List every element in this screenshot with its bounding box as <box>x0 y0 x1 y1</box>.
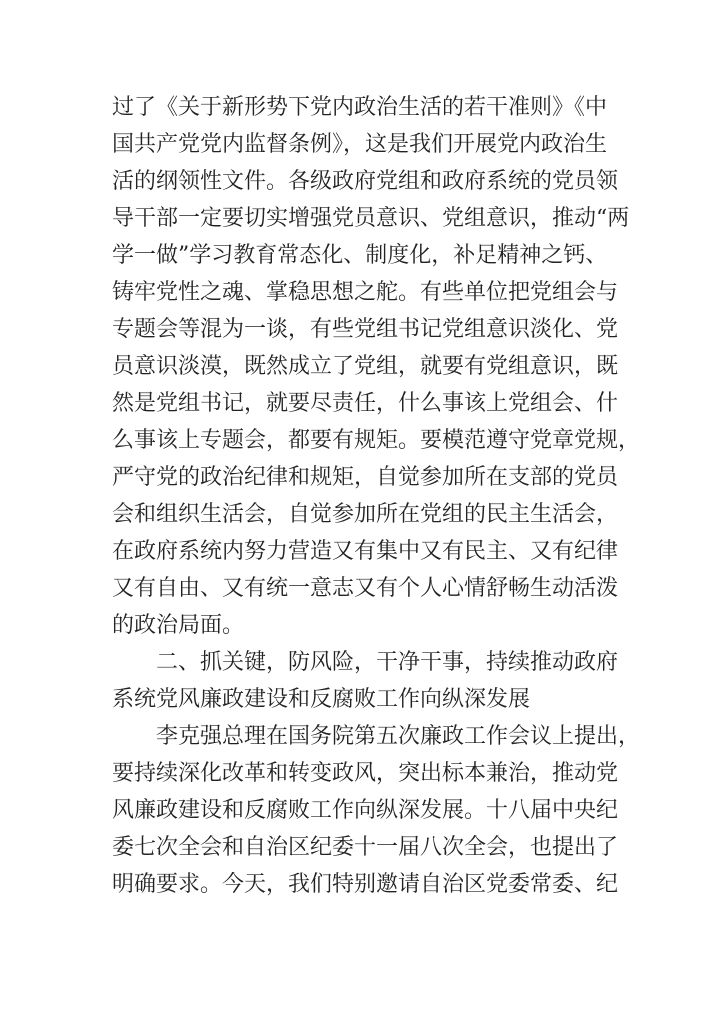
text-line: 么事该上专题会，都要有规矩。要模范遵守党章党规， <box>112 428 641 453</box>
section-heading-line: 二、抓关键，防风险，干净干事，持续推动政府 <box>156 650 619 675</box>
text-line: 然是党组书记，就要尽责任，什么事该上党组会、什 <box>112 391 619 416</box>
document-body <box>112 89 641 903</box>
text-line: 铸牢党性之魂、掌稳思想之舵。有些单位把党组会与 <box>112 280 619 305</box>
text-line: 活的纲领性文件。各级政府党组和政府系统的党员领 <box>112 169 619 194</box>
text-line: 风廉政建设和反腐败工作向纵深发展。十八届中央纪 <box>112 798 619 823</box>
text-line: 的政治局面。 <box>112 613 245 638</box>
text-line: 国共产党党内监督条例》，这是我们开展党内政治生 <box>112 132 608 157</box>
text-line: 学一做”学习教育常态化、制度化，补足精神之钙、 <box>112 243 608 268</box>
text-line: 在政府系统内努力营造又有集中又有民主、又有纪律 <box>112 539 619 564</box>
text-line: 专题会等混为一谈，有些党组书记党组意识淡化、党 <box>112 317 619 342</box>
text-line: 过了《关于新形势下党内政治生活的若干准则》《中 <box>112 95 608 120</box>
text-line: 严守党的政治纪律和规矩，自觉参加所在支部的党员 <box>112 465 619 490</box>
text-line: 李克强总理在国务院第五次廉政工作会议上提出， <box>156 724 641 749</box>
text-line: 会和组织生活会，自觉参加所在党组的民主生活会， <box>112 502 619 527</box>
section-heading-line: 系统党风廉政建设和反腐败工作向纵深发展 <box>112 687 531 712</box>
text-line: 导干部一定要切实增强党员意识、党组意识，推动“两 <box>112 206 630 231</box>
text-line: 又有自由、又有统一意志又有个人心情舒畅生动活泼 <box>112 576 619 601</box>
text-line: 要持续深化改革和转变政风，突出标本兼治，推动党 <box>112 761 619 786</box>
text-line: 委七次全会和自治区纪委十一届八次全会，也提出了 <box>112 835 619 860</box>
text-line: 员意识淡漠，既然成立了党组，就要有党组意识，既 <box>112 354 619 379</box>
text-line: 明确要求。今天，我们特别邀请自治区党委常委、纪 <box>112 872 619 897</box>
